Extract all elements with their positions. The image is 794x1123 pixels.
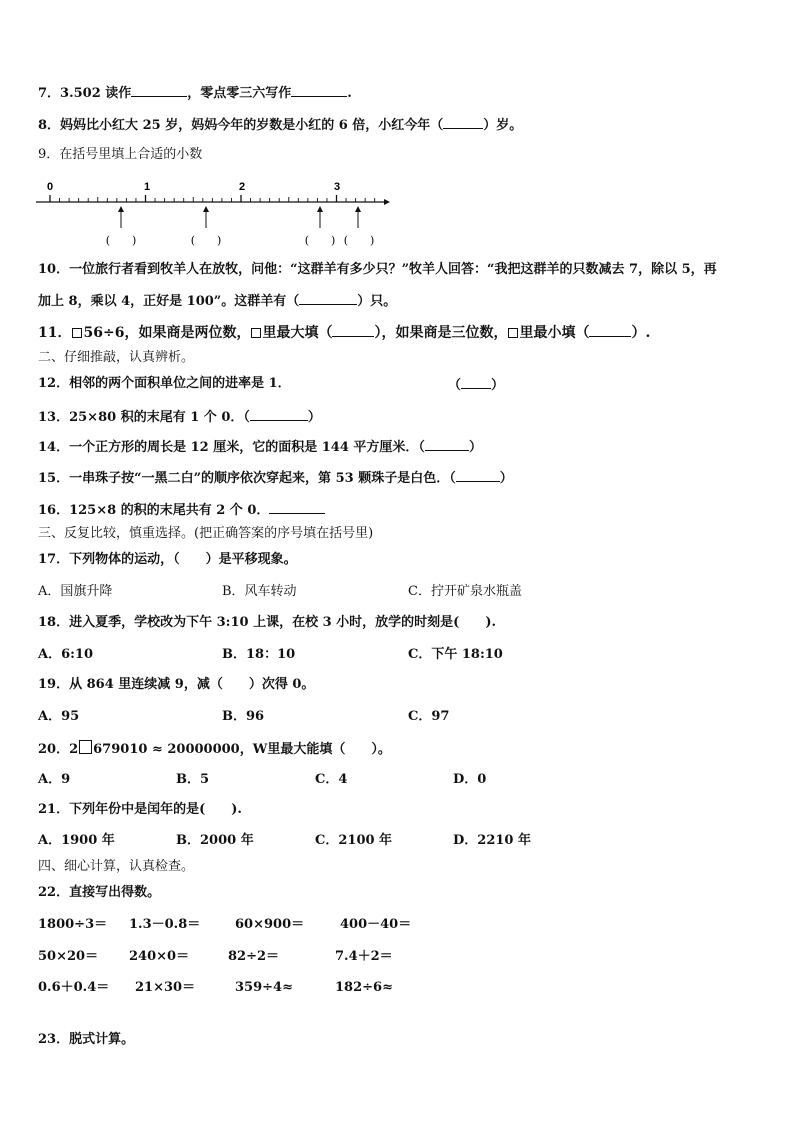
answer-blank[interactable] (332, 324, 374, 337)
question-10-line2: 加上 8，乘以 4，正好是 100”。这群羊有（ ）只。 (38, 294, 397, 309)
section-heading-3: 三、反复比较，慎重选择。(把正确答案的序号填在括号里) (38, 526, 374, 541)
answer-blank[interactable] (456, 469, 500, 482)
question-23: 23．脱式计算。 (38, 1032, 135, 1047)
answer-blank[interactable] (250, 408, 308, 421)
calc-item: 182÷6≈ (335, 980, 393, 995)
calc-item: 60×900＝ (235, 917, 305, 932)
question-12: 12．相邻的两个面积单位之间的进率是 1． (38, 376, 291, 391)
calc-item: 1800÷3＝ (38, 917, 108, 932)
answer-blank[interactable] (443, 116, 483, 129)
option-c[interactable]: C．4 (315, 772, 348, 787)
option-c[interactable]: C．下午 18:10 (408, 647, 503, 662)
question-7: 7．3.502 读作 ，零点零三六写作 . (38, 86, 352, 101)
option-a[interactable]: A．国旗升降 (38, 584, 113, 599)
question-16: 16．125×8 的积的末尾共有 2 个 0． (38, 501, 325, 519)
blank-box (72, 328, 82, 338)
calc-item: 240×0＝ (129, 949, 190, 964)
answer-bracket-3[interactable]: ( ) (304, 234, 336, 247)
number-line-label-3: 3 (333, 181, 341, 193)
question-18: 18．进入夏季，学校改为下午 3:10 上课，在校 3 小时，放学的时刻是( ). (38, 615, 497, 630)
question-14: 14．一个正方形的周长是 12 厘米，它的面积是 144 平方厘米．（ ） (38, 440, 482, 455)
question-10-line1: 10．一位旅行者看到牧羊人在放牧，问他：“这群羊有多少只？”牧羊人回答：“我把这群羊的只数减去 7，除以 5，再 (38, 262, 717, 277)
number-line-label-1: 1 (143, 181, 151, 193)
answer-blank[interactable] (461, 376, 491, 389)
question-11: 11． 56÷6，如果商是两位数， 里最大填（ ），如果商是三位数， 里最小填（ ）. (38, 325, 651, 341)
answer-blank[interactable] (269, 501, 325, 514)
option-a[interactable]: A．6:10 (38, 647, 94, 662)
option-a[interactable]: A．95 (38, 709, 80, 724)
question-21: 21．下列年份中是闰年的是( ). (38, 802, 242, 817)
up-arrow-3 (317, 206, 323, 228)
question-15: 15．一串珠子按“一黑二白”的顺序依次穿起来，第 53 颗珠子是白色．（ ） (38, 471, 513, 486)
option-b[interactable]: B．2000 年 (176, 833, 254, 848)
answer-bracket-2[interactable]: ( ) (190, 234, 222, 247)
up-arrow-1 (118, 206, 124, 228)
number-line-ticks (50, 195, 375, 202)
section-heading-2: 二、仔细推敲，认真辨析。 (38, 350, 195, 365)
option-a[interactable]: A．1900 年 (38, 833, 115, 848)
blank-box (251, 328, 261, 338)
answer-blank[interactable] (291, 84, 347, 97)
blank-box (508, 328, 518, 338)
calc-item: 7.4＋2＝ (335, 949, 393, 964)
option-a[interactable]: A．9 (38, 772, 71, 787)
option-b[interactable]: B．18：10 (222, 647, 296, 662)
option-b[interactable]: B．5 (176, 772, 210, 787)
calc-item: 400－40＝ (340, 917, 412, 932)
question-13: 13．25×80 积的末尾有 1 个 0．（ ） (38, 410, 321, 425)
up-arrow-4 (355, 206, 361, 228)
calc-item: 21×30＝ (135, 980, 196, 995)
option-c[interactable]: C．拧开矿泉水瓶盖 (408, 584, 522, 599)
section-heading-4: 四、细心计算，认真检查。 (38, 859, 195, 874)
calc-item: 50×20＝ (38, 949, 99, 964)
blank-box[interactable] (79, 740, 92, 754)
answer-blank[interactable] (589, 324, 631, 337)
answer-blank[interactable] (425, 438, 469, 451)
option-d[interactable]: D．0 (453, 772, 487, 787)
answer-bracket-4[interactable]: ( ) (343, 234, 375, 247)
question-22: 22．直接写出得数。 (38, 885, 161, 900)
answer-blank[interactable] (299, 292, 357, 305)
option-c[interactable]: C．2100 年 (315, 833, 393, 848)
option-d[interactable]: D．2210 年 (453, 833, 531, 848)
answer-blank[interactable] (131, 84, 187, 97)
number-line-label-0: 0 (46, 181, 54, 193)
up-arrow-2 (203, 206, 209, 228)
answer-bracket-1[interactable]: ( ) (105, 234, 137, 247)
calc-item: 359÷4≈ (235, 980, 293, 995)
question-19: 19．从 864 里连续减 9，减（ ）次得 0。 (38, 677, 315, 692)
calc-item: 1.3－0.8＝ (129, 917, 201, 932)
option-c[interactable]: C．97 (408, 709, 450, 724)
calc-item: 0.6＋0.4＝ (38, 980, 110, 995)
question-8: 8．妈妈比小红大 25 岁，妈妈今年的岁数是小红的 6 倍，小红今年（ ）岁。 (38, 118, 523, 133)
question-20: 20．2 679010 ≈ 20000000，W里最大能填（ ）。 (38, 742, 391, 757)
option-b[interactable]: B．96 (222, 709, 265, 724)
number-line-label-2: 2 (238, 181, 246, 193)
calc-item: 82÷2＝ (228, 949, 280, 964)
question-9: 9．在括号里填上合适的小数 (38, 147, 203, 162)
question-12-bracket[interactable]: （ ） (448, 378, 505, 393)
number-line-arrowhead (384, 199, 390, 205)
question-17: 17．下列物体的运动，（ ）是平移现象。 (38, 552, 297, 567)
number-line (36, 178, 396, 250)
option-b[interactable]: B．风车转动 (222, 584, 297, 599)
